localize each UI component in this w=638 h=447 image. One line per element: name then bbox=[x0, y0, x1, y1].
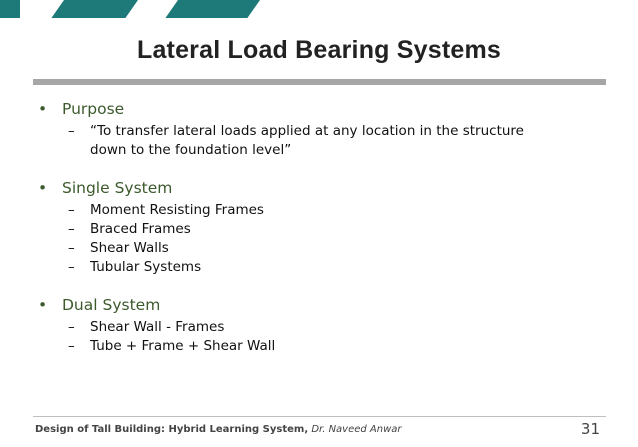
band-stripe bbox=[165, 0, 260, 18]
heading-text: Purpose bbox=[62, 100, 125, 118]
page-number: 31 bbox=[580, 420, 600, 438]
heading-text: Single System bbox=[62, 179, 173, 197]
sub-item-text: Braced Frames bbox=[90, 221, 191, 237]
footer-course: Design of Tall Building: Hybrid Learning System, bbox=[35, 424, 309, 435]
sub-item-text: Tubular Systems bbox=[90, 259, 202, 275]
band-block bbox=[0, 0, 20, 18]
sub-list bbox=[38, 201, 598, 277]
sub-item-text: Moment Resisting Frames bbox=[90, 202, 264, 218]
bullet-heading bbox=[38, 296, 598, 315]
sub-item bbox=[68, 201, 598, 220]
sub-item-text: “To transfer lateral loads applied at any location in the structure down to the foundation level” bbox=[90, 123, 524, 158]
section-single-system bbox=[38, 179, 598, 277]
footer-author: Dr. Naveed Anwar bbox=[311, 424, 402, 435]
top-decorative-band bbox=[0, 0, 638, 18]
title-underline bbox=[33, 79, 606, 85]
sub-item bbox=[68, 337, 598, 356]
sub-item-text: Shear Wall - Frames bbox=[90, 319, 225, 335]
dash-icon: – bbox=[68, 319, 75, 335]
dash-icon: – bbox=[68, 123, 75, 139]
dash-icon: – bbox=[68, 259, 75, 275]
sub-item bbox=[68, 220, 598, 239]
footer-credit bbox=[35, 424, 402, 435]
dash-icon: – bbox=[68, 338, 75, 354]
slide-content bbox=[38, 100, 598, 375]
bullet-heading bbox=[38, 100, 598, 119]
bullet-icon: • bbox=[38, 296, 48, 314]
bullet-heading bbox=[38, 179, 598, 198]
sub-list bbox=[38, 122, 598, 160]
sub-item bbox=[68, 122, 560, 160]
band-stripe bbox=[51, 0, 138, 18]
sub-item bbox=[68, 239, 598, 258]
bullet-icon: • bbox=[38, 179, 48, 197]
sub-item-text: Tube + Frame + Shear Wall bbox=[90, 338, 276, 354]
section-purpose bbox=[38, 100, 598, 160]
sub-list bbox=[38, 318, 598, 356]
slide-title: Lateral Load Bearing Systems bbox=[136, 36, 502, 64]
dash-icon: – bbox=[68, 240, 75, 256]
sub-item bbox=[68, 258, 598, 277]
heading-text: Dual System bbox=[62, 296, 161, 314]
footer-divider bbox=[33, 416, 606, 417]
sub-item-text: Shear Walls bbox=[90, 240, 169, 256]
sub-item bbox=[68, 318, 598, 337]
dash-icon: – bbox=[68, 202, 75, 218]
dash-icon: – bbox=[68, 221, 75, 237]
bullet-icon: • bbox=[38, 100, 48, 118]
section-dual-system bbox=[38, 296, 598, 356]
